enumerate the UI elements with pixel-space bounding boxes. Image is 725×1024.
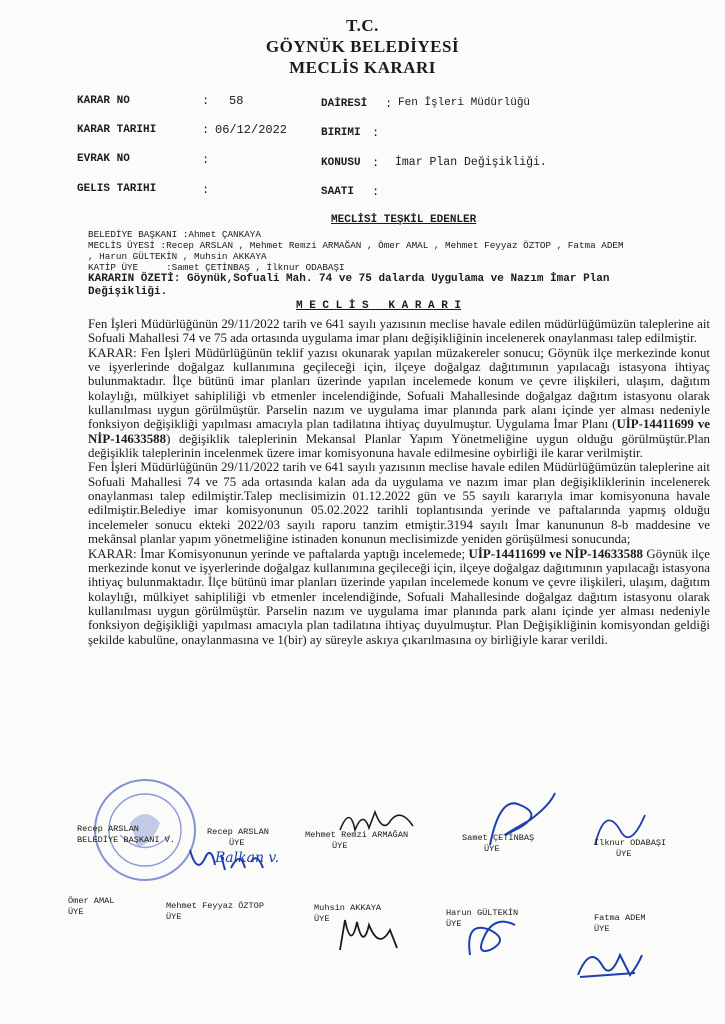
clerk-members-line: KATİP ÜYE :Samet ÇETİNBAŞ , İlknur ODABAŞI [88, 262, 345, 273]
decision-summary [88, 273, 718, 299]
birimi-label: BIRIMI [321, 127, 361, 139]
dairesi-label: DAİRESİ [321, 98, 368, 110]
karar-no-label: KARAR NO [77, 95, 130, 107]
karar-tarihi-value: 06/12/2022 [215, 123, 288, 137]
sig-muhsin-title: ÜYE [314, 914, 330, 924]
sig-ilknur-name: İlknur ODABAŞI [594, 838, 667, 848]
first-decision-text-2: ) değişiklik taleplerinin Mekansal Planlar Yapım Yönetmeliğine uygun olduğu görülmüştür.Plan değişiklik taleplerinin incelenmek üzere imar komisyonuna havale edilmesine oybirliği ile karar verilmiştir. [88, 431, 710, 461]
paragraph-final-decision [88, 547, 710, 647]
evrak-no-sep: : [202, 153, 210, 167]
sig-omer [68, 896, 114, 918]
sig-mehmet-name: Mehmet Remzi ARMAĞAN [305, 830, 409, 840]
sig-recep-name: Recep ARSLAN [207, 827, 269, 837]
sig-fatma-name: Fatma ADEM [594, 913, 646, 923]
mayor-line: BELEDİYE BAŞKANI :Ahmet ÇANKAYA [88, 229, 261, 240]
konusu-sep: : [372, 156, 380, 170]
council-members-line: MECLİS ÜYESİ :Recep ARSLAN , Mehmet Remzi ARMAĞAN , Ömer AMAL , Mehmet Feyyaz ÖZTOP , Fatma ADEM [88, 240, 624, 251]
plan-codes-2: UİP-14411699 ve NİP-14633588 [468, 546, 643, 561]
sig-feyyaz-name: Mehmet Feyyaz ÖZTOP [166, 901, 264, 911]
members-section-title: MECLİSİ TEŞKİL EDENLER [331, 214, 477, 226]
sig-fatma-title: ÜYE [594, 924, 610, 934]
sig-muhsin-name: Muhsin AKKAYA [314, 903, 382, 913]
karar-no-sep: : [202, 94, 210, 108]
evrak-no-label: EVRAK NO [77, 153, 130, 165]
sig-ilknur-title: ÜYE [616, 849, 632, 859]
sig-fatma [594, 913, 646, 935]
header-tc: T.C. [346, 16, 379, 35]
plan-codes-1: UİP-14411699 ve NİP-14633588 [88, 417, 710, 446]
council-members-line-2: , Harun GÜLTEKİN , Muhsin AKKAYA [88, 251, 267, 262]
handwritten-note: Balkan v. [215, 850, 280, 866]
header-doc-type: MECLİS KARARI [289, 58, 436, 77]
paragraph-request: Fen İşleri Müdürlüğünün 29/11/2022 tarih ve 641 sayılı yazısının meclise havale edilen müdürlüğümüzün taleplerine ait Sofuali Mahallesi 74 ve 75 ada ortasında uygulama imar planı değişikliğinin incelenerek onaylanması talep edilmiştir. [88, 317, 710, 346]
paragraph-first-decision [88, 346, 710, 461]
summary-line-2: Değişikliği. [88, 286, 168, 298]
sig-mehmet-title: ÜYE [332, 841, 348, 851]
gelis-tarihi-sep: : [202, 183, 210, 197]
sig-samet-title: ÜYE [484, 844, 500, 854]
members-block [88, 229, 718, 273]
summary-line-1: KARARIN ÖZETİ: Göynük,Sofuali Mah. 74 ve 75 dalarda Uygulama ve Nazım İmar Plan [88, 273, 610, 285]
sig-muhsin [314, 903, 381, 925]
sig-harun-name: Harun GÜLTEKİN [446, 908, 519, 918]
karar-tarihi-label: KARAR TARIHI [77, 124, 157, 136]
sig-baskan-title: BELEDİYE BAŞKANI V. [77, 835, 175, 845]
decision-body [88, 317, 710, 647]
final-decision-text: Göynük ilçe merkezinde konut ve işyerlerinde doğalgaz kullanımına geçileceği için, ilçeye doğalgaz dağıtımının yapılacağı istasyona ihtiyaç bulunmaktadır. İlçe bütünü imar planları üzerinde yapılan incelemede konum ve çevre ilişkileri, ulaşım, dağıtım kolaylığı, mülkiyet sahipliliği vb etmenler incelendiğinde, Sofuali Mahallesinde doğalgaz dağıtım istasyonu olarak kullanılması uygun görülmüştür. Parselin nazım ve uygulama imar planında park alanı içinde yer alması nedeniyle fonksiyon değişikliği yapılması amacıyla plan tadilatına ihtiyaç duyulmuştur. Plan Değişikliğinin komisyondan geldiği şekilde kabulüne, onaylanmasına ve 1(bir) ay süreyle askıya çıkarılmasına oy birliğiyle karar verildi. [88, 546, 710, 647]
sig-baskan [77, 824, 175, 846]
sig-recep-title: ÜYE [229, 838, 245, 848]
sig-harun-title: ÜYE [446, 919, 462, 929]
birimi-sep: : [372, 126, 380, 140]
fatma-signature [570, 935, 645, 985]
sig-mehmet [305, 830, 408, 852]
first-decision-text: KARAR: Fen İşleri Müdürlüğünün teklif yazısı okunarak yapılan müzakereler sonucu; Göynük ilçe merkezinde konut ve işyerlerinde doğalgaz kullanımına geçileceği için, ilçeye doğalgaz dağıtımının yapılacağı istasyona ihtiyaç bulunmaktadır. İlçe bütünü imar planları üzerinde yapılan incelemede konum ve çevre ilişkileri, ulaşım, dağıtım kolaylığı, mülkiyet sahipliliği vb etmenler incelendiğinde, Sofuali Mahallesinde doğalgaz dağıtım istasyonu olarak kullanılması uygun görülmüştür. Parselin nazım ve uygulama imar planında park alanı içinde yer alması nedeniyle fonksiyon değişikliği yapılması amacıyla plan tadilatına ihtiyaç duyulmuştur. Uygulama İmar Planı ( [88, 345, 710, 432]
konusu-value: İmar Plan Değişikliği. [395, 156, 547, 169]
dairesi-sep: : [385, 97, 393, 111]
sig-ilknur [594, 838, 666, 860]
sig-omer-name: Ömer AMAL [68, 896, 115, 906]
sig-baskan-name: Recep ARSLAN [77, 824, 139, 834]
dairesi-value: Fen İşleri Müdürlüğü [398, 97, 531, 109]
konusu-label: KONUSU [321, 157, 361, 169]
paragraph-commission: Fen İşleri Müdürlüğünün 29/11/2022 tarih ve 641 sayılı yazısının meclise havale edilen Müdürlüğümüzün taleplerine ait Sofuali Mahallesi 74 ve 75 ada ortasında kalan ada da uygulama ve nazım imar plan değişikliklerinin incelenerek onaylanması talep edilmiştir.Talep meclisimizin 01.12.2022 gün ve 55 sayılı kararıyla imar komisyonuna havale edilmiştir.Belediye imar komisyonunun 05.02.2022 tarihli toplantısında yerinde ve paftalarında yapmış olduğu incelemeler sonucu ekteki 2022/03 sayılı raporu tanzim etmiştir.3194 sayılı İmar kanununun 8-b maddesine ve mekânsal planlar yapım yönetmeliğine istinaden konunun meclisimizde yeniden görüşülmesi sonucunda; [88, 460, 710, 547]
saati-label: SAATI [321, 186, 355, 198]
sig-feyyaz-title: ÜYE [166, 912, 182, 922]
sig-samet-name: Samet ÇETİNBAŞ [462, 833, 535, 843]
saati-sep: : [372, 185, 380, 199]
final-decision-intro: KARAR: İmar Komisyonunun yerinde ve paftalarda yaptığı incelemede; [88, 546, 469, 561]
gelis-tarihi-label: GELIS TARIHI [77, 183, 157, 195]
header-municipality: GÖYNÜK BELEDİYESİ [265, 37, 460, 56]
sig-harun [446, 908, 518, 930]
karar-tarihi-sep: : [202, 123, 210, 137]
karar-no-value: 58 [229, 94, 244, 108]
sig-recep [207, 827, 269, 849]
sig-samet [462, 833, 534, 855]
sig-omer-title: ÜYE [68, 907, 84, 917]
decision-title: M E C L İ S K A R A R I [296, 300, 462, 312]
sig-feyyaz [166, 901, 264, 923]
